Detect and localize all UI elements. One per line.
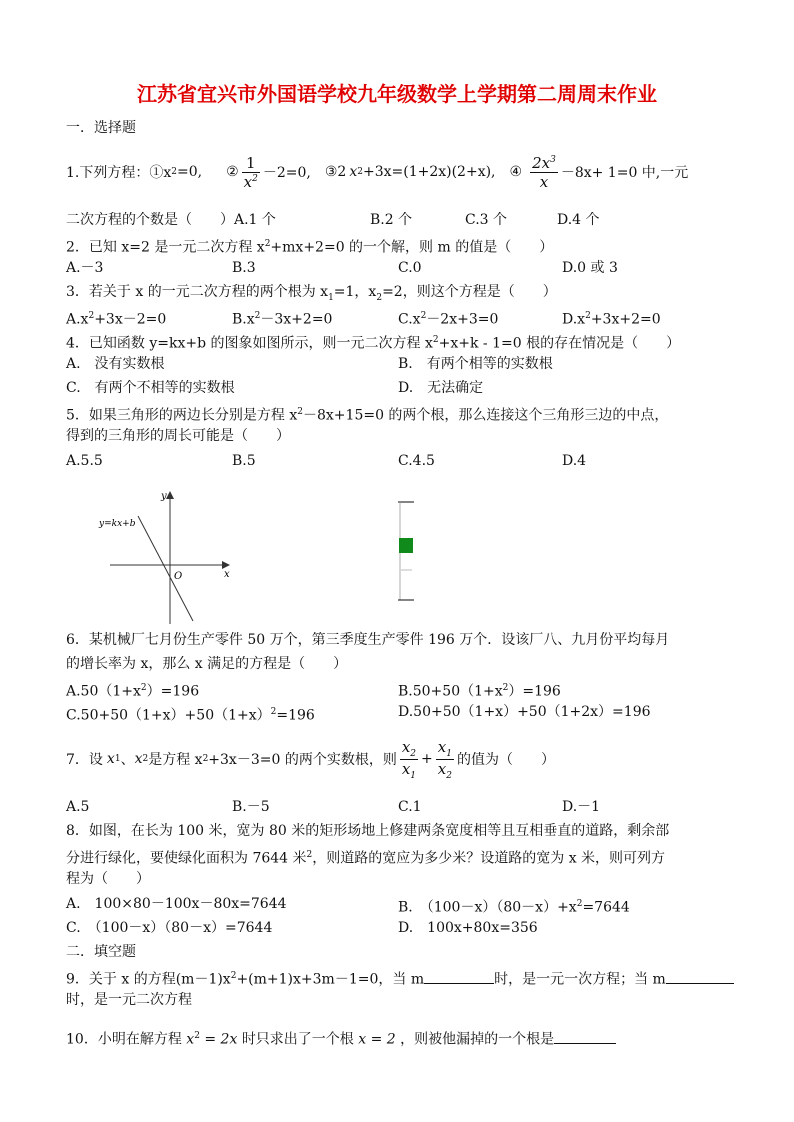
q2-option-a: A.－3 xyxy=(66,260,104,276)
q1-circle-4: ④ xyxy=(509,164,523,180)
question-8: 8．如图，在长为 100 米，宽为 80 米的矩形场地上修建两条宽度相等且互相垂直的道路，剩余部 xyxy=(66,823,670,839)
q6-b-text: ）=196 xyxy=(508,683,561,700)
q8-sup: 2 xyxy=(576,899,583,909)
q9-sup: 2 xyxy=(230,971,237,981)
linear-function-graph xyxy=(95,488,245,628)
q3-option-b xyxy=(232,306,332,330)
q4-option-a: A. 没有实数根 xyxy=(66,356,165,372)
q5-option-b: B.5 xyxy=(232,453,256,469)
q3-text: =1，x xyxy=(333,284,377,300)
q2-text: +mx+2=0 的一个解，则 m 的值是（ ） xyxy=(270,239,554,256)
q7-option-d: D.－1 xyxy=(562,799,601,815)
q6-b-text: B.50+50（1+x xyxy=(398,683,503,700)
q8-b-text: =7644 xyxy=(582,899,630,916)
section-fill-heading: 二．填空题 xyxy=(66,944,136,960)
q8-b-text: B. （100－x）（80－x）+x xyxy=(398,899,577,916)
q7-frac-sub: 1 xyxy=(446,748,452,759)
q1-sup: 2 xyxy=(357,167,363,177)
q2-sup: 2 xyxy=(264,239,271,249)
q8-text: ，则道路的宽应为多少米？设道路的宽为 x 米，则可列方 xyxy=(312,850,666,867)
q1-frac-num: 1 xyxy=(242,154,260,173)
q4-sup: 2 xyxy=(432,335,439,345)
q7-sup: 2 xyxy=(202,754,209,764)
q6-sup: 2 xyxy=(502,683,509,693)
q6-c-text: =196 xyxy=(276,707,315,724)
q3-sup: 2 xyxy=(254,311,261,321)
green-marker xyxy=(399,538,413,553)
q1-var: x xyxy=(349,164,358,180)
q7-var: x xyxy=(134,751,143,767)
q2-text: 2．已知 x=2 是一元二次方程 x xyxy=(66,239,265,256)
graph-y-label: y xyxy=(161,491,167,502)
q2-option-b: B.3 xyxy=(232,260,256,276)
graph-origin-label: O xyxy=(174,571,183,582)
question-5 xyxy=(66,402,668,426)
q7-sub: 2 xyxy=(142,754,149,764)
function-line xyxy=(138,516,193,621)
q6-option-a xyxy=(66,678,199,702)
q7-frac-var: x xyxy=(401,759,411,778)
q9-blank-2[interactable] xyxy=(666,969,734,984)
q5-option-d: D.4 xyxy=(562,453,587,469)
question-2 xyxy=(66,234,553,258)
q7-option-c: C.1 xyxy=(398,799,422,815)
q3-d-text: +3x+2=0 xyxy=(590,311,661,328)
q1-text: －2=0, xyxy=(262,165,311,181)
q3-a-text: +3x－2=0 xyxy=(94,311,167,328)
q3-b-text: －3x+2=0 xyxy=(260,311,333,328)
q1-option-d: D.4 个 xyxy=(557,212,600,228)
q3-sub: 1 xyxy=(328,292,334,303)
question-9 xyxy=(66,966,734,990)
q8-option-a: A. 100×80－100x－80x=7644 xyxy=(66,896,287,912)
q6-option-c xyxy=(66,702,315,726)
q6-option-b xyxy=(398,678,561,702)
q4-text: 4．已知函数 y=kx+b 的图象如图所示，则一元二次方程 x xyxy=(66,335,433,352)
page-title: 江苏省宜兴市外国语学校九年级数学上学期第二周周末作业 xyxy=(137,82,657,106)
q7-frac-var: x xyxy=(401,737,411,756)
q7-var: x xyxy=(106,751,115,767)
q10-eq: x = 2 xyxy=(358,1031,396,1048)
q7-frac-sub: 2 xyxy=(410,748,417,759)
q3-option-c xyxy=(398,306,498,330)
q4-option-d: D. 无法确定 xyxy=(398,380,484,396)
q4-option-c: C. 有两个不相等的实数根 xyxy=(66,380,235,396)
q3-sub: 2 xyxy=(376,292,383,303)
q7-text: 的值为（ ） xyxy=(456,752,555,768)
q3-sup: 2 xyxy=(585,311,591,321)
q10-text: ，则被他漏掉的一个根是 xyxy=(400,1031,555,1048)
q5-text: 5．如果三角形的两边长分别是方程 x xyxy=(66,407,298,424)
q3-option-a xyxy=(66,306,166,330)
q1-circle-2: ② xyxy=(226,164,239,180)
q1-frac-den-sup: 2 xyxy=(252,173,258,184)
q1-sup: 2 xyxy=(171,167,177,177)
q7-text: 7．设 xyxy=(66,752,103,768)
q1-option-b: B.2 个 xyxy=(370,212,413,228)
q1-frac2-den: x xyxy=(539,172,549,191)
q6-sup: 2 xyxy=(270,707,277,717)
q1-fraction xyxy=(242,154,260,191)
graph-x-label: x xyxy=(224,569,230,580)
question-4 xyxy=(66,330,680,354)
question-1-line1 xyxy=(66,150,688,194)
q2-option-c: C.0 xyxy=(398,260,422,276)
q10-var: x xyxy=(186,1031,195,1048)
q7-fraction-1 xyxy=(400,738,418,781)
q8-option-c: C. （100－x）（80－x）=7644 xyxy=(66,920,273,936)
q1-frac2-num: 2x xyxy=(532,153,551,172)
q9-blank-1[interactable] xyxy=(424,969,494,984)
q7-fraction-2 xyxy=(436,738,454,781)
q7-frac-sub: 1 xyxy=(410,770,417,781)
q7-sep: 、 xyxy=(120,752,135,768)
q1-text: 1.下列方程：①x xyxy=(66,165,172,181)
q9-text: 时，是一元一次方程；当 m xyxy=(494,971,666,988)
q9-text: 9．关于 x 的方程(m－1)x xyxy=(66,971,231,988)
q3-c-text: C.x xyxy=(398,311,421,328)
q10-blank[interactable] xyxy=(554,1029,616,1044)
q6-a-text: ）=196 xyxy=(146,683,200,700)
q7-option-b: B.－5 xyxy=(232,799,270,815)
q5-sup: 2 xyxy=(297,407,303,417)
q6-sup: 2 xyxy=(140,683,147,693)
question-3 xyxy=(66,282,557,308)
q7-frac-var: x xyxy=(437,759,447,778)
q4-text: +x+k - 1=0 根的存在情况是（ ） xyxy=(438,335,681,352)
q7-sub: 1 xyxy=(114,754,121,764)
q8-text: 分进行绿化，要使绿化面积为 7644 米 xyxy=(66,850,307,867)
q1-text: －8x+ 1=0 中,一元 xyxy=(560,165,689,181)
scale-figure xyxy=(394,500,418,604)
graph-line-label: y=kx+b xyxy=(99,519,136,529)
q1-frac-den: x xyxy=(243,172,253,191)
question-7 xyxy=(66,737,555,781)
q8-option-b xyxy=(398,894,630,918)
question-1-line2: 二次方程的个数是（ ）A.1 个 xyxy=(66,212,276,228)
q7-frac-sub: 2 xyxy=(446,770,452,781)
q6-c-text: C.50+50（1+x）+50（1+x） xyxy=(66,707,271,724)
question-6: 6．某机械厂七月份生产零件 50 万个，第三季度生产零件 196 万个．设该厂八、九月份平均每月 xyxy=(66,632,670,648)
q7-plus: + xyxy=(421,751,433,767)
q7-text: +3x－3=0 的两个实数根，则 xyxy=(208,752,397,768)
q4-option-b: B. 有两个相等的实数根 xyxy=(398,356,553,372)
q8-sup: 2 xyxy=(306,850,313,860)
q1-text: =0, xyxy=(177,164,203,180)
q3-text: 3．若关于 x 的一元二次方程的两个根为 x xyxy=(66,284,329,300)
question-6-line2: 的增长率为 x，那么 x 满足的方程是（ ） xyxy=(66,656,348,672)
q3-a-text: A.x xyxy=(66,311,89,328)
q5-option-c: C.4.5 xyxy=(398,453,435,469)
q3-option-d xyxy=(562,306,661,330)
q10-text: 10．小明在解方程 xyxy=(66,1031,182,1048)
q10-text: 时只求出了一个根 xyxy=(241,1031,354,1048)
q3-sup: 2 xyxy=(88,311,95,321)
q10-eq: = 2x xyxy=(204,1031,238,1048)
q7-option-a: A.5 xyxy=(66,799,90,815)
q3-c-text: －2x+3=0 xyxy=(426,311,499,328)
q3-text: =2，则这个方程是（ ） xyxy=(382,284,557,300)
question-8-line3: 程为（ ） xyxy=(66,871,150,887)
q3-sup: 2 xyxy=(420,311,427,321)
q1-text: +3x=(1+2x)(2+x), xyxy=(362,164,496,180)
question-10 xyxy=(66,1026,616,1050)
q1-frac2-sup: 3 xyxy=(550,154,556,165)
q7-text: 是方程 x xyxy=(148,752,203,768)
q3-b-text: B.x xyxy=(232,311,255,328)
q6-option-d: D.50+50（1+x）+50（1+2x）=196 xyxy=(398,704,651,720)
question-8-line2 xyxy=(66,845,665,869)
q10-sup: 2 xyxy=(194,1031,200,1041)
q7-frac-var: x xyxy=(437,737,447,756)
q6-a-text: A.50（1+x xyxy=(66,683,141,700)
section-choice-heading: 一．选择题 xyxy=(66,120,136,136)
question-5-line2: 得到的三角形的周长可能是（ ） xyxy=(66,428,290,444)
q8-option-d: D. 100x+80x=356 xyxy=(398,920,538,936)
q3-d-text: D.x xyxy=(562,311,586,328)
q2-option-d: D.0 或 3 xyxy=(562,260,618,276)
question-9-line2: 时，是一元二次方程 xyxy=(66,992,192,1008)
q1-option-c: C.3 个 xyxy=(465,212,508,228)
q1-fraction-2 xyxy=(530,154,558,191)
q5-option-a: A.5.5 xyxy=(66,453,103,469)
q1-circle-3: ③2 xyxy=(324,164,347,180)
q5-text: －8x+15=0 的两个根，那么连接这个三角形三边的中点， xyxy=(303,407,669,424)
q9-text: +(m+1)x+3m－1=0，当 m xyxy=(236,971,425,988)
